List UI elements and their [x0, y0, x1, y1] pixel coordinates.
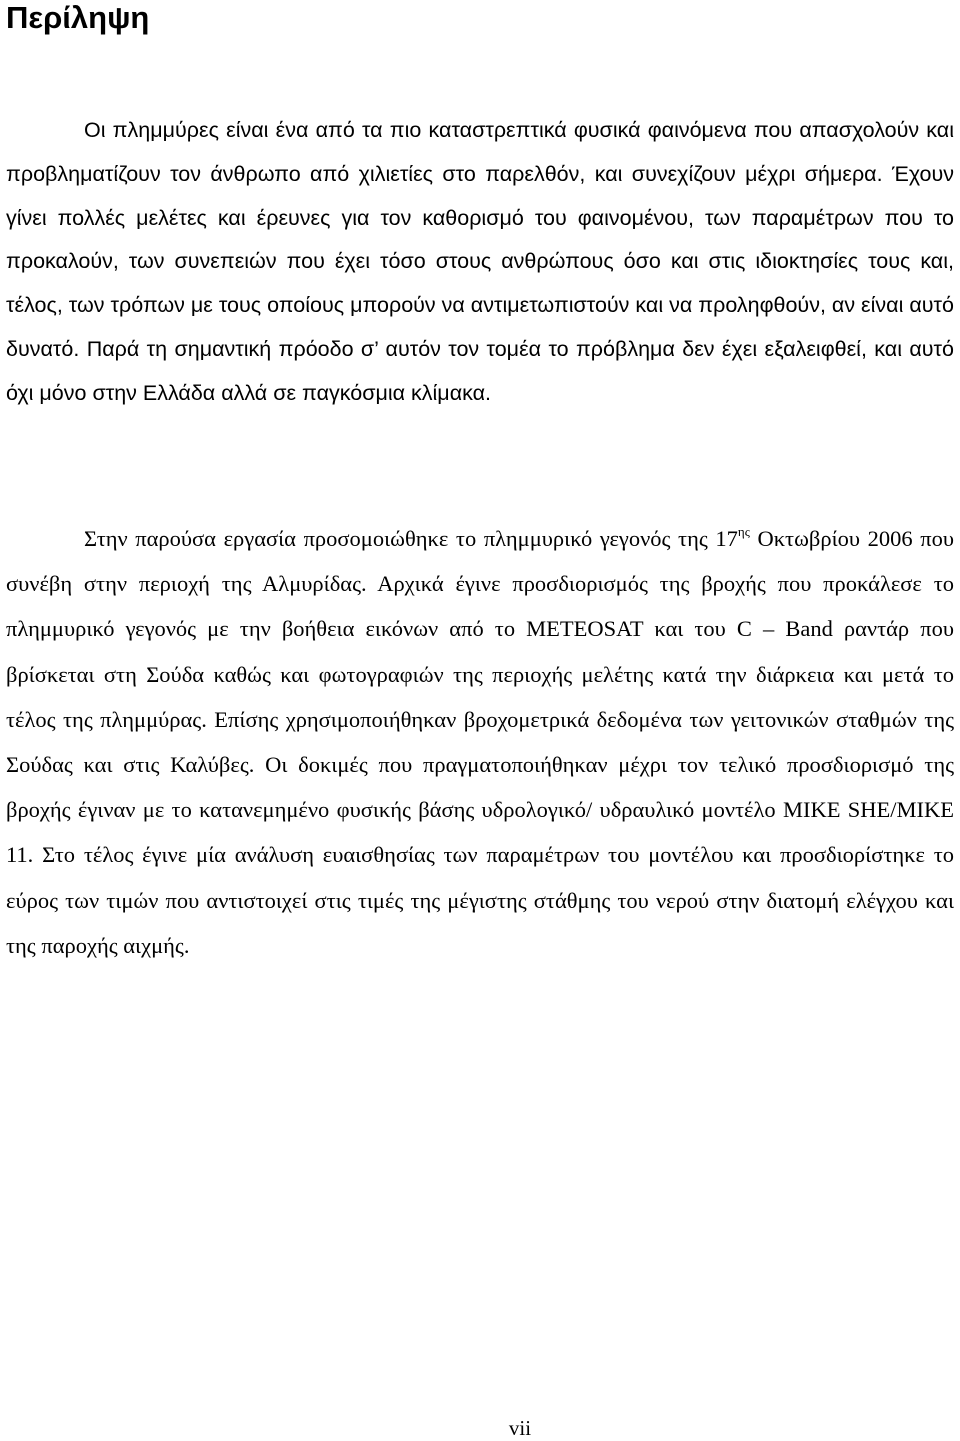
paragraph-2-text-start: Στην παρούσα εργασία προσομοιώθηκε το πλημμυρικό γεγονός της 17 [84, 526, 738, 551]
ordinal-superscript: ης [737, 524, 750, 539]
page-number: vii [508, 1416, 532, 1440]
abstract-paragraph-1 [6, 109, 954, 415]
page-title: Περίληψη [6, 0, 150, 35]
abstract-paragraph-2 [6, 516, 954, 968]
paragraph-1-text: Οι πλημμύρες είναι ένα από τα πιο καταστρεπτικά φυσικά φαινόμενα που απασχολούν και προβληματίζουν τον άνθρωπο από χιλιετίες στο παρελθόν, και συνεχίζουν μέχρι σήμερα. Έχουν γίνει πολλές μελέτες και έρευνες για τον καθορισμό του φαινομένου, των παραμέτρων που το προκαλούν, των συνεπειών που έχει τόσο στους ανθρώπους όσο και στις ιδιοκτησίες τους και, τέλος, των τρόπων με τους οποίους μπορούν να αντιμετωπιστούν και να προληφθούν, αν είναι αυτό δυνατό. Παρά τη σημαντική πρόοδο σ’ αυτόν τον τομέα το πρόβλημα δεν έχει εξαλειφθεί, και αυτό όχι μόνο στην Ελλάδα αλλά σε παγκόσμια κλίμακα. [6, 118, 954, 405]
paragraph-2-text-rest: Οκτωβρίου 2006 που συνέβη στην περιοχή της Αλμυρίδας. Αρχικά έγινε προσδιορισμός της βροχής που προκάλεσε το πλημμυρικό γεγονός με την βοήθεια εικόνων από το METEOSAT και του C – Band ραντάρ που βρίσκεται στη Σούδα καθώς και φωτογραφιών της περιοχής μελέτης κατά την διάρκεια και μετά το τέλος της πλημμύρας. Επίσης χρησιμοποιήθηκαν βροχομετρικά δεδομένα των γειτονικών σταθμών της Σούδας και στις Καλύβες. Οι δοκιμές που πραγματοποιήθηκαν μέχρι τον τελικό προσδιορισμό της βροχής έγιναν με το κατανεμημένο φυσικής βάσης υδρολογικό/ υδραυλικό μοντέλο MIKE SHE/MIKE 11. Στο τέλος έγινε μία ανάλυση ευαισθησίας των παραμέτρων του μοντέλου και προσδιορίστηκε το εύρος των τιμών που αντιστοιχεί στις τιμές της μέγιστης στάθμης του νερού στην διατομή ελέγχου και της παροχής αιχμής. [6, 526, 954, 958]
